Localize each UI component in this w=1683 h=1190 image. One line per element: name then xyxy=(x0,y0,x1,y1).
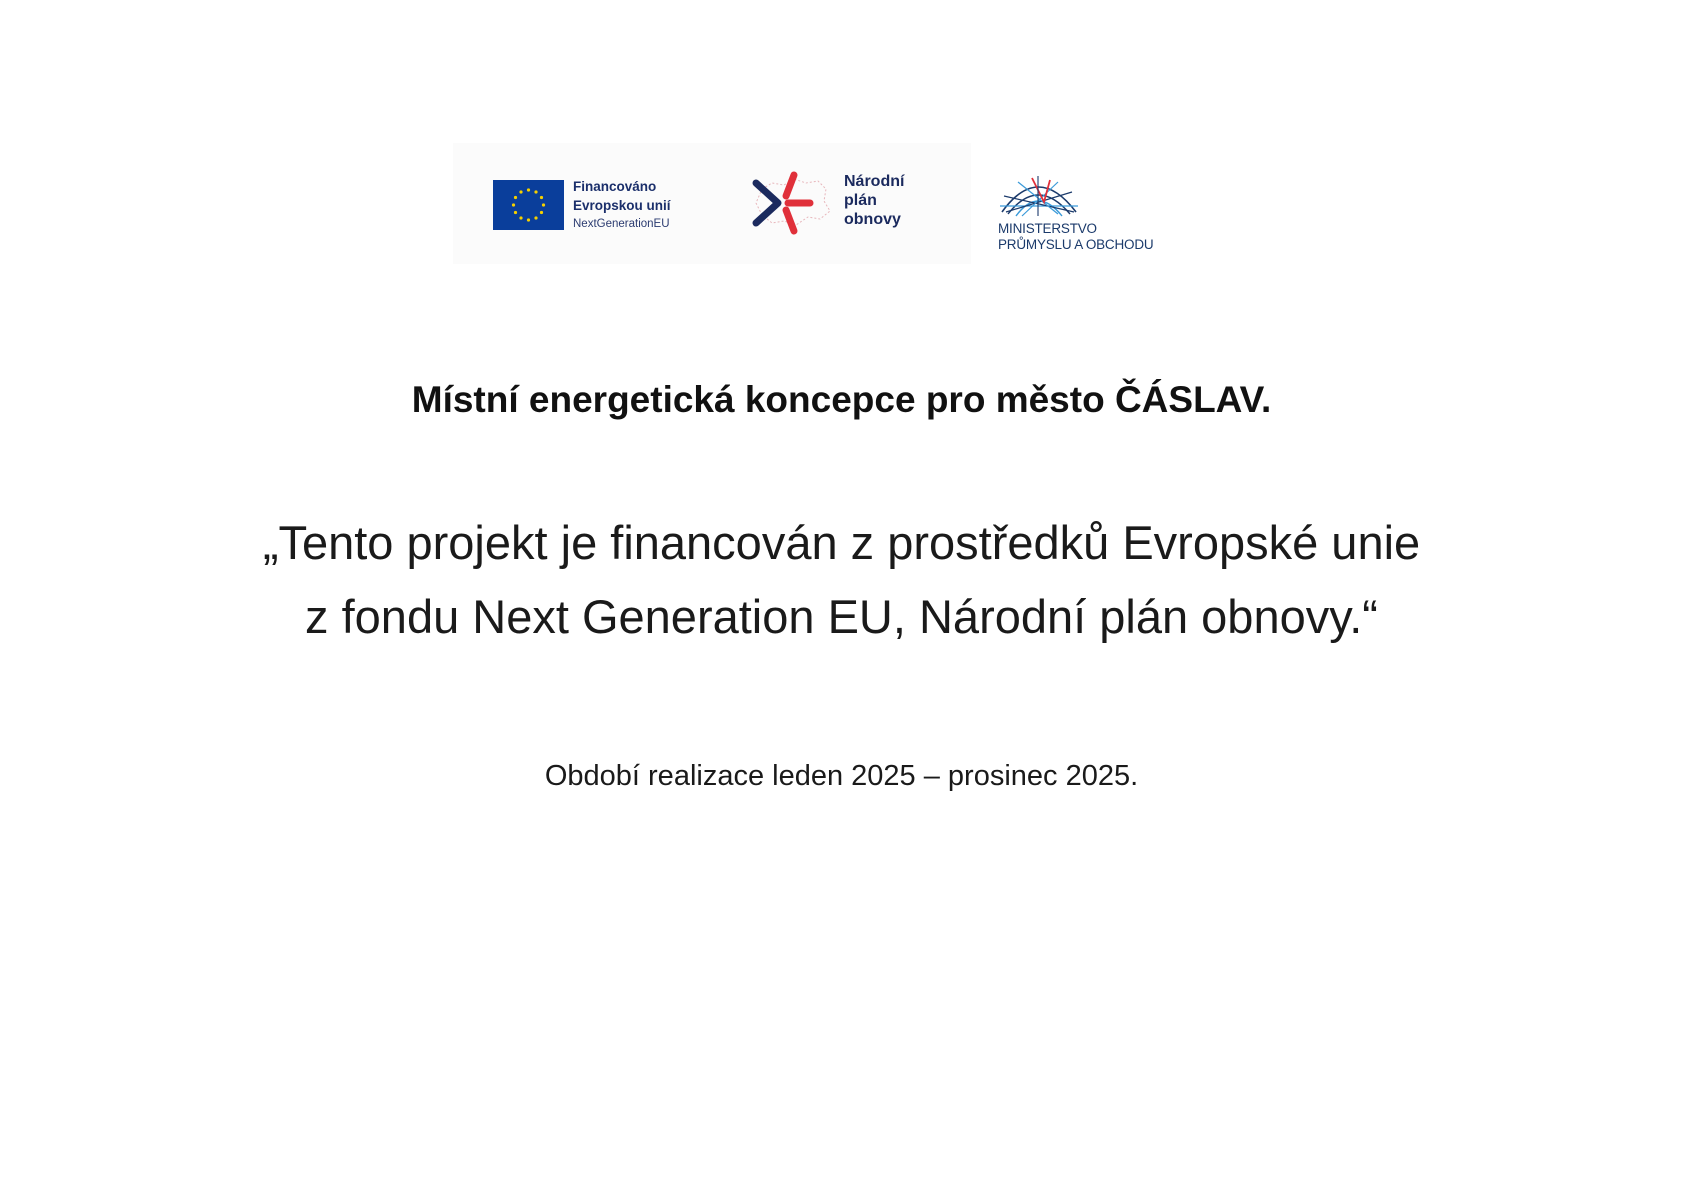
ministry-logo-text xyxy=(998,221,1153,253)
npo-logo-line-2: plán xyxy=(844,192,877,209)
funding-statement-line-1: „Tento projekt je financován z prostředků Evropské unie xyxy=(262,516,1421,569)
eu-stars-icon xyxy=(493,180,564,230)
eu-star-icon xyxy=(512,203,515,206)
narodni-plan-obnovy-logo-text xyxy=(844,172,904,229)
eu-star-icon xyxy=(534,216,537,219)
eu-star-icon xyxy=(527,188,530,191)
eu-logo-line-3: NextGenerationEU xyxy=(573,218,670,230)
eu-star-icon xyxy=(519,216,522,219)
mpo-logo-line-2: PRŮMYSLU A OBCHODU xyxy=(998,237,1154,252)
eu-funding-logo-text xyxy=(573,177,671,234)
eu-star-icon xyxy=(519,190,522,193)
eu-logo-line-2: Evropskou unií xyxy=(573,198,671,213)
eu-star-icon xyxy=(542,203,545,206)
eu-star-icon xyxy=(514,196,517,199)
ministry-globe-logo-icon xyxy=(998,172,1080,220)
document-title: Místní energetická koncepce pro město ČÁSLAV. xyxy=(411,379,1272,420)
mpo-logo-line-1: MINISTERSTVO xyxy=(998,221,1097,236)
funding-statement-line-2: z fondu Next Generation EU, Národní plán obnovy.“ xyxy=(305,590,1378,643)
eu-star-icon xyxy=(514,211,517,214)
funding-statement xyxy=(0,506,1683,654)
narodni-plan-obnovy-logo-icon xyxy=(748,165,834,243)
npo-logo-line-3: obnovy xyxy=(844,211,901,228)
eu-star-icon xyxy=(540,196,543,199)
eu-flag-icon xyxy=(493,180,564,230)
eu-logo-line-1: Financováno xyxy=(573,179,657,194)
eu-star-icon xyxy=(527,218,530,221)
npo-logo-line-1: Národní xyxy=(844,173,905,190)
eu-star-icon xyxy=(534,190,537,193)
realization-period: Období realizace leden 2025 – prosinec 2025. xyxy=(544,760,1139,792)
eu-star-icon xyxy=(540,211,543,214)
